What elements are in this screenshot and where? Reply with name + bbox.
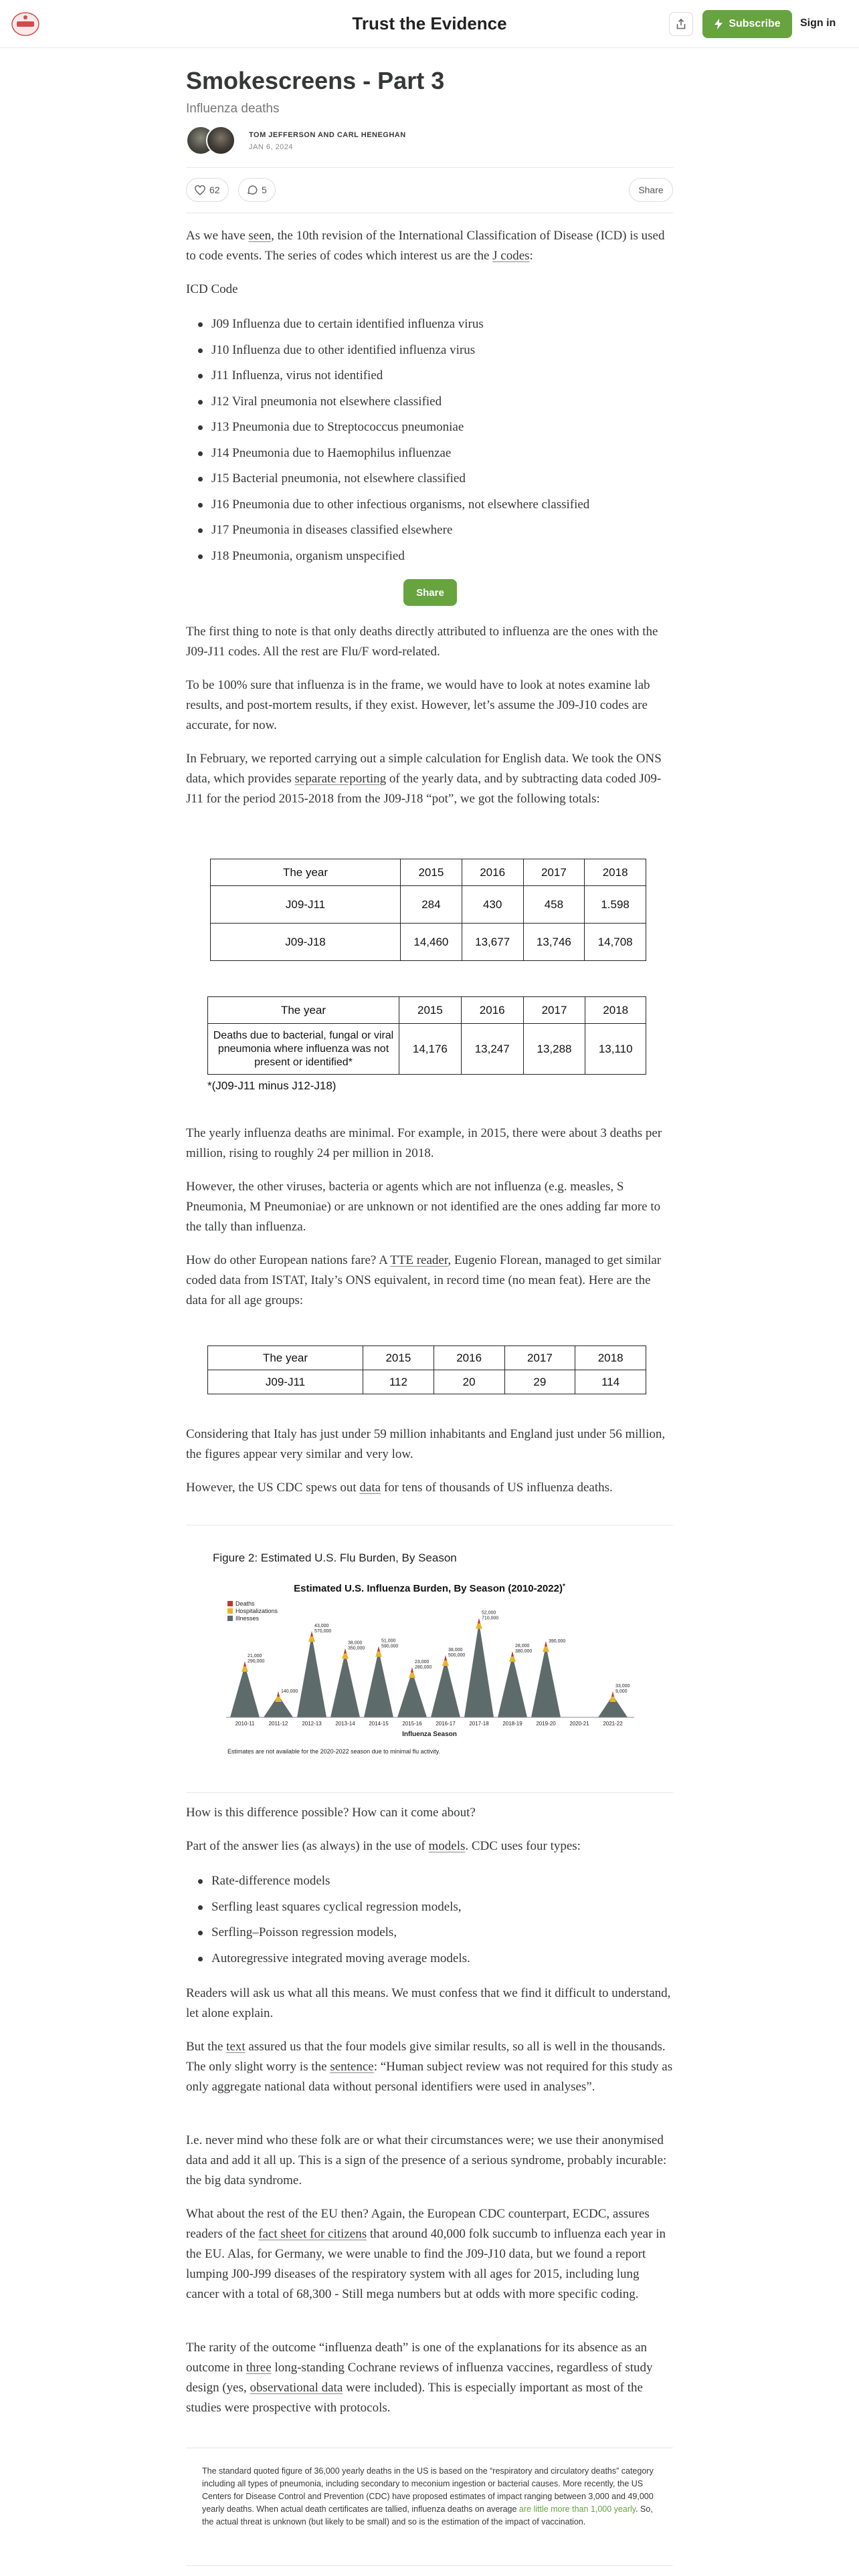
table-header-cell: 2016: [462, 859, 523, 886]
data-label: 380,000: [515, 1649, 533, 1654]
divider: [186, 2565, 673, 2566]
data-label: 38,000: [348, 1640, 363, 1646]
illness-peak: [397, 1671, 427, 1717]
table-header-cell: 2018: [585, 859, 646, 886]
illness-peak: [464, 1622, 494, 1718]
footnote: The standard quoted figure of 36,000 yearly deaths in the US is based on the “respiratory and circulatory deaths” category including all types of pneumonia, including secondary to meconium ingestion or bacterial causes. More recently, the US Centers for Disease Control and Prevention (CDC) have proposed estimates of impact ranging between 3,000 and 49,000 yearly deaths. When actual death certificates are tallied, influenza deaths on average are little more than 1,000 yearly. So, the actual threat is unknown (but likely to be small) and so is the estimation of the impact of vaccination.: [202, 2466, 654, 2527]
paragraph: But the text assured us that the four models give similar results, so all is well in the thousands. The only slight worry is the sentence: “Human subject review was not required for this study as only aggregate national data without personal identifiers were used in analyses”.: [186, 2040, 673, 2094]
icd-heading: ICD Code: [186, 282, 238, 296]
paragraph: How do other European nations fare? A TTE reader, Eugenio Florean, managed to get similar coded data from ISTAT, Italy’s ONS equivalent, in record time (no mean feat). Here are the data for all age groups:: [186, 1253, 662, 1307]
data-label: 280,000: [415, 1665, 432, 1670]
subscribe-button[interactable]: [702, 10, 792, 38]
table-cell: J09-J11: [211, 886, 401, 924]
table-cell: 20: [434, 1370, 504, 1394]
paragraph: To be 100% sure that influenza is in the frame, we would have to look at notes examine lab results, and post-mortem results, if they exist. However, let’s assume the J09-J10 codes are accurate, for now.: [186, 678, 650, 732]
icd-code-list: [211, 314, 673, 572]
table-cell: 14,708: [585, 924, 646, 961]
table-cell: 1.598: [585, 886, 646, 924]
signin-link[interactable]: Sign in: [800, 17, 836, 29]
data-link[interactable]: data: [359, 1481, 381, 1495]
list-item: J13 Pneumonia due to Streptococcus pneumoniae: [211, 417, 673, 443]
figure-caption: Figure 2: Estimated U.S. Flu Burden, By Season: [213, 1551, 457, 1564]
paragraph: In February, we reported carrying out a simple calculation for English data. We took the ONS data, which provides separate reporting of the yearly data, and by subtracting data coded J09-J11 for the period 2015-2018 from the J09-J18 “pot”, we got the following totals:: [186, 752, 662, 806]
data-label: 51,000: [381, 1638, 396, 1644]
table-header-cell: 2017: [523, 997, 585, 1024]
table-cell: 284: [401, 886, 462, 924]
list-item: J18 Pneumonia, organism unspecified: [211, 546, 673, 572]
table-cell: 13,746: [523, 924, 585, 961]
svg-text:Illnesses: Illnesses: [235, 1615, 260, 1622]
deaths-table: [207, 996, 646, 1075]
list-item: J17 Pneumonia in diseases classified elsewhere: [211, 520, 673, 546]
illness-peak: [498, 1655, 527, 1717]
list-item: J16 Pneumonia due to other infectious organisms, not elsewhere classified: [211, 495, 673, 521]
table-row: [211, 924, 646, 961]
x-tick-label: 2011-12: [268, 1721, 288, 1727]
share-icon: [675, 18, 687, 30]
list-item: J14 Pneumonia due to Haemophilus influenzae: [211, 443, 673, 469]
list-item: J11 Influenza, virus not identified: [211, 366, 673, 392]
list-item: Rate-difference models: [211, 1871, 673, 1897]
heart-icon: [195, 185, 205, 195]
death-peak: [277, 1691, 280, 1697]
ons-table: [210, 859, 646, 961]
post-share-button[interactable]: [629, 178, 673, 202]
table-cell: 13,247: [461, 1024, 523, 1075]
x-tick-label: 2010-11: [235, 1721, 255, 1727]
x-tick-label: 2014-15: [369, 1721, 389, 1727]
list-item: J10 Influenza due to other identified influenza virus: [211, 340, 673, 366]
paragraph: Considering that Italy has just under 59 million inhabitants and England just under 56 million, the figures appear very similar and very low.: [186, 1427, 666, 1461]
illness-peak: [431, 1659, 460, 1717]
table-cell: 14,460: [401, 924, 462, 961]
x-tick-label: 2021-22: [603, 1721, 623, 1727]
table-header-cell: 2015: [363, 1346, 434, 1370]
author-avatars[interactable]: [186, 126, 240, 158]
fact-sheet-link[interactable]: fact sheet for citizens: [258, 2227, 367, 2241]
seen-link[interactable]: seen: [248, 229, 272, 243]
separate-reporting-link[interactable]: separate reporting: [294, 772, 387, 786]
data-label: 140,000: [281, 1689, 298, 1694]
legend-entry: [227, 1615, 260, 1622]
data-label: 23,000: [415, 1660, 430, 1665]
paragraph: Part of the answer lies (as always) in the use of models. CDC uses four types:: [186, 1839, 581, 1853]
divider: [186, 1792, 673, 1793]
like-count: 62: [209, 185, 220, 195]
data-label: 43,000: [314, 1624, 329, 1628]
data-label: 28,000: [515, 1644, 530, 1648]
table-header-cell: 2016: [461, 997, 523, 1024]
comments-button[interactable]: [238, 178, 276, 202]
paragraph: How is this difference possible? How can it come about?: [186, 1806, 476, 1820]
table-cell: 114: [575, 1370, 646, 1394]
post-date: JAN 6, 2024: [249, 143, 294, 151]
x-tick-label: 2017-18: [469, 1721, 489, 1727]
x-tick-label: 2013-14: [335, 1721, 355, 1727]
j-codes-link[interactable]: J codes: [492, 249, 530, 263]
post-title: Smokescreens - Part 3: [186, 67, 445, 94]
death-peak: [411, 1667, 413, 1673]
data-label: 290,000: [248, 1659, 265, 1664]
footnote-link[interactable]: are little more than 1,000 yearly: [518, 2504, 636, 2514]
lightning-icon: [714, 19, 723, 29]
list-item: Serfling–Poisson regression models,: [211, 1923, 673, 1949]
x-tick-label: 2019-20: [536, 1721, 556, 1727]
chart-svg: [213, 1578, 646, 1763]
paragraph: What about the rest of the EU then? Again, the European CDC counterpart, ECDC, assures readers of the fact sheet for citizens that around 40,000 folk succumb to influenza each year in the EU. Alas, for Germany, we were unable to find the J09-J10 data, but we found a report lumping J00-J99 diseases of the respiratory system with all ages for 2015, including lung cancer with a total of 68,300 - Still mega numbers but at odds with more specific coding.: [186, 2207, 666, 2301]
table-cell: 13,110: [585, 1024, 646, 1075]
data-label: 9,000: [615, 1689, 628, 1694]
x-tick-label: 2020-21: [569, 1721, 589, 1727]
illness-peak: [531, 1645, 561, 1717]
table-cell: 458: [523, 886, 585, 924]
table-cell: 112: [363, 1370, 434, 1394]
chart-xlabel: Influenza Season: [402, 1731, 457, 1738]
table-cell: 13,288: [523, 1024, 585, 1075]
svg-text:Hospitalizations: Hospitalizations: [235, 1608, 278, 1614]
illness-peak: [330, 1652, 360, 1718]
table-header-cell: The year: [208, 1346, 363, 1370]
post-share-label: Share: [638, 185, 664, 195]
death-peak: [611, 1691, 614, 1697]
table-cell: 13,677: [462, 924, 523, 961]
divider: [186, 167, 673, 168]
comment-count: 5: [262, 185, 267, 195]
illness-peak: [297, 1635, 326, 1717]
table-cell: J09-J18: [211, 924, 401, 961]
data-label: 52,000: [482, 1610, 496, 1616]
svg-text:Deaths: Deaths: [235, 1600, 255, 1607]
paragraph: The yearly influenza deaths are minimal. For example, in 2015, there were about 3 deaths per million, rising to roughly 24 per million in 2018.: [186, 1126, 662, 1160]
table-row: [208, 1024, 646, 1075]
tte-reader-link[interactable]: TTE reader: [390, 1253, 448, 1267]
data-label: 21,000: [248, 1654, 262, 1658]
sentence-link[interactable]: sentence: [330, 2060, 374, 2074]
site-title[interactable]: Trust the Evidence: [352, 13, 507, 33]
table-header-cell: 2015: [399, 997, 462, 1024]
table-cell: J09-J11: [208, 1370, 363, 1394]
italy-table: [207, 1346, 646, 1394]
death-peak: [478, 1618, 480, 1624]
share-button[interactable]: Share: [403, 579, 457, 606]
paragraph: The rarity of the outcome “influenza death” is one of the explanations for its absence as an outcome in three long-standing Cochrane reviews of influenza vaccines, regardless of study design (yes, observational data were included). This is especially important as most of the studies were prospective with protocols.: [186, 2341, 653, 2415]
data-label: 38,000: [448, 1648, 463, 1652]
x-tick-label: 2015-16: [402, 1721, 422, 1727]
paragraph: However, the US CDC spews out data for tens of thousands of US influenza deaths.: [186, 1481, 613, 1495]
comment-icon: [247, 185, 258, 195]
data-label: 500,000: [448, 1653, 466, 1658]
data-label: 350,000: [348, 1646, 365, 1651]
observational-data-link[interactable]: observational data: [250, 2381, 343, 2395]
illness-peak: [364, 1650, 393, 1718]
illness-peak: [230, 1665, 260, 1717]
data-label: 33,000: [615, 1684, 630, 1689]
data-label: 710,000: [482, 1616, 499, 1621]
table-row: [211, 886, 646, 924]
table-header-cell: 2015: [401, 859, 462, 886]
list-item: Autoregressive integrated moving average models.: [211, 1949, 673, 1975]
table-header-cell: The year: [208, 997, 399, 1024]
death-peak: [344, 1648, 347, 1654]
site-logo[interactable]: [11, 11, 40, 37]
death-peak: [545, 1641, 547, 1646]
list-item: J15 Bacterial pneumonia, not elsewhere classified: [211, 469, 673, 495]
three-link[interactable]: three: [246, 2361, 272, 2375]
post-subtitle: Influenza deaths: [186, 102, 280, 116]
like-button[interactable]: [186, 178, 229, 202]
paragraph: However, the other viruses, bacteria or agents which are not influenza (e.g. measles, S Pneumonia, M Pneumoniae) or are unknown or not identified are the ones adding far more to the tally than influenza.: [186, 1180, 661, 1234]
x-tick-label: 2012-13: [302, 1721, 322, 1727]
intro-paragraph: As we have seen, the 10th revision of the International Classification of Disease (ICD) is used to code events. The series of codes which interest us are the J codes:: [186, 229, 665, 263]
paragraph: I.e. never mind who these folk are or what their circumstances were; we use their anonymised data and add it all up. This is a sign of the presence of a serious syndrome, probably incurable: the big data syndrome.: [186, 2133, 667, 2187]
death-peak: [244, 1661, 246, 1667]
text-link[interactable]: text: [226, 2040, 246, 2054]
x-tick-label: 2018-19: [502, 1721, 522, 1727]
legend-entry: [227, 1608, 278, 1614]
data-label: 570,000: [314, 1629, 332, 1634]
data-label: 590,000: [381, 1644, 399, 1649]
table-footnote: *(J09-J11 minus J12-J18): [207, 1079, 337, 1092]
header-share-button[interactable]: [669, 12, 693, 36]
table-cell: 14,176: [399, 1024, 462, 1075]
table-header-cell: 2018: [585, 997, 646, 1024]
table-cell: Deaths due to bacterial, fungal or viral pneumonia where influenza was not present or identified*: [208, 1024, 399, 1075]
legend-entry: [227, 1600, 255, 1607]
models-list: [211, 1871, 673, 1974]
paragraph: The first thing to note is that only deaths directly attributed to influenza are the ones with the J09-J11 codes. All the rest are Flu/F word-related.: [186, 625, 658, 659]
death-peak: [377, 1646, 380, 1652]
list-item: J09 Influenza due to certain identified influenza virus: [211, 314, 673, 340]
table-header-cell: 2017: [523, 859, 585, 886]
chart-note: Estimates are not available for the 2020-2022 season due to minimal flu activity.: [227, 1748, 441, 1755]
table-header-cell: The year: [211, 859, 401, 886]
subscribe-label: Subscribe: [729, 18, 781, 29]
models-link[interactable]: models: [428, 1839, 466, 1853]
table-header-cell: 2018: [575, 1346, 646, 1370]
data-label: 390,000: [549, 1639, 566, 1644]
chart-title: Estimated U.S. Influenza Burden, By Season (2010-2022)*: [294, 1583, 565, 1594]
table-header-cell: 2017: [504, 1346, 575, 1370]
avatar[interactable]: [206, 126, 235, 155]
flu-burden-chart[interactable]: [213, 1578, 646, 1763]
death-peak: [310, 1631, 313, 1636]
table-cell: 29: [504, 1370, 575, 1394]
death-peak: [511, 1651, 514, 1656]
x-tick-label: 2016-17: [436, 1721, 456, 1727]
list-item: J12 Viral pneumonia not elsewhere classified: [211, 392, 673, 418]
table-row: [208, 1370, 646, 1394]
list-item: Serfling least squares cyclical regression models,: [211, 1897, 673, 1923]
death-peak: [444, 1655, 447, 1660]
post-authors[interactable]: TOM JEFFERSON AND CARL HENEGHAN: [249, 131, 406, 139]
top-bar: [0, 0, 859, 48]
table-header-cell: 2016: [434, 1346, 504, 1370]
paragraph: Readers will ask us what all this means. We must confess that we find it difficult to understand, let alone explain.: [186, 1986, 671, 2020]
table-cell: 430: [462, 886, 523, 924]
